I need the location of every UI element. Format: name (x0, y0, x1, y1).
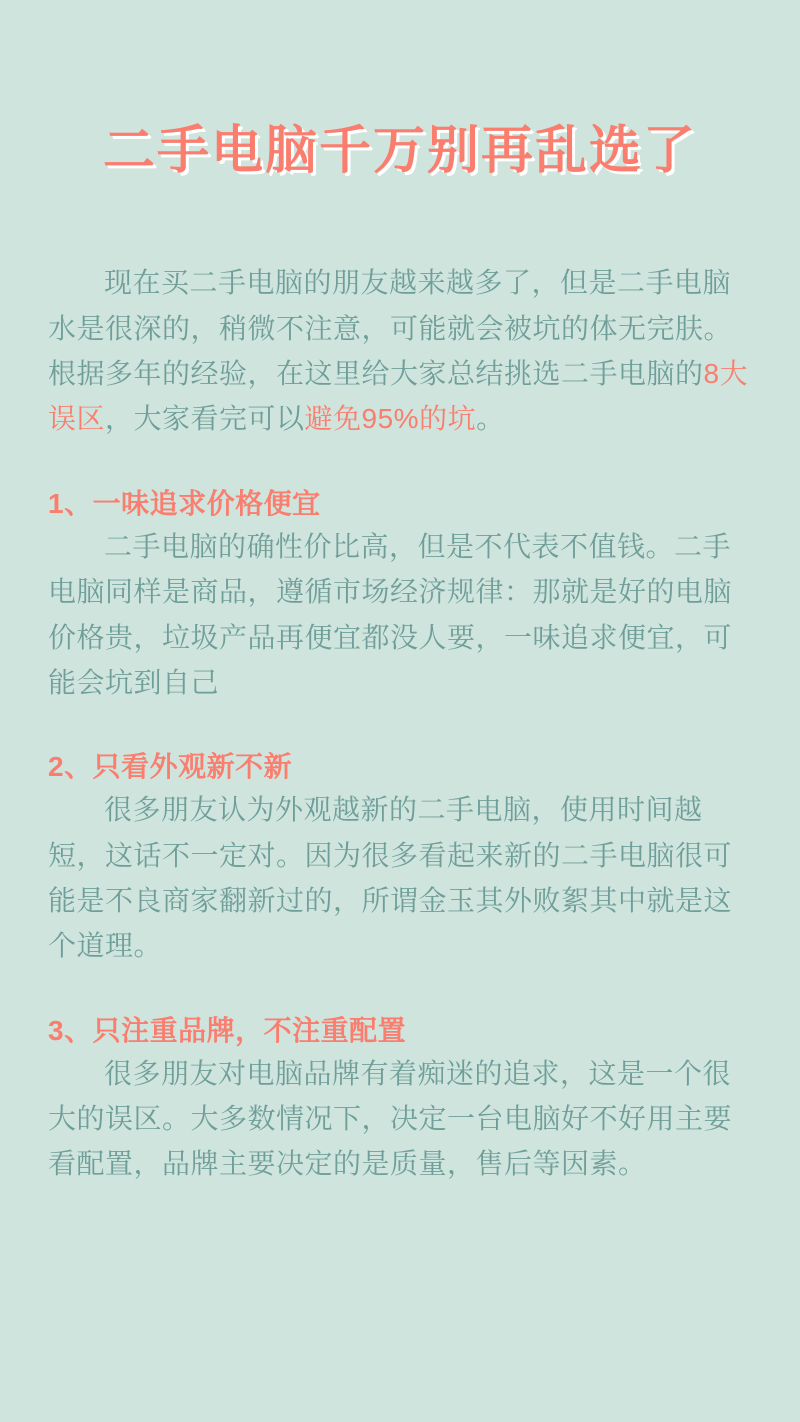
intro-text-part1: 现在买二手电脑的朋友越来越多了，但是二手电脑水是很深的，稍微不注意，可能就会被坑的体无完肤。根据多年的经验，在这里给大家总结挑选二手电脑的 (48, 267, 733, 390)
intro-accent-avoid-95-percent: 避免95%的坑 (304, 403, 477, 435)
section-2 (48, 745, 752, 968)
intro-text-part2: ，大家看完可以 (105, 403, 305, 435)
section-3 (48, 1009, 752, 1187)
intro-paragraph (48, 182, 752, 441)
intro-accent-eight-mistakes: 8大误区 (48, 358, 749, 435)
page-title: 二手电脑千万别再乱选了 (102, 122, 697, 180)
section-1 (48, 482, 752, 705)
section-3-heading: 3、只注重品牌，不注重配置 (48, 1014, 407, 1046)
section-2-heading: 2、只看外观新不新 (48, 751, 293, 783)
section-2-body: 很多朋友认为外观越新的二手电脑，使用时间越短，这话不一定对。因为很多看起来新的二手电脑很可能是不良商家翻新过的，所谓金玉其外败絮其中就是这个道理。 (48, 794, 733, 962)
intro-text-part3: 。 (476, 403, 505, 435)
section-1-body: 二手电脑的确性价比高，但是不代表不值钱。二手电脑同样是商品，遵循市场经济规律：那就是好的电脑价格贵，垃圾产品再便宜都没人要，一味追求便宜，可能会坑到自己 (48, 530, 733, 698)
section-1-heading: 1、一味追求价格便宜 (48, 487, 321, 519)
section-3-body: 很多朋友对电脑品牌有着痴迷的追求，这是一个很大的误区。大多数情况下，决定一台电脑好不好用主要看配置，品牌主要决定的是质量，售后等因素。 (48, 1057, 733, 1180)
